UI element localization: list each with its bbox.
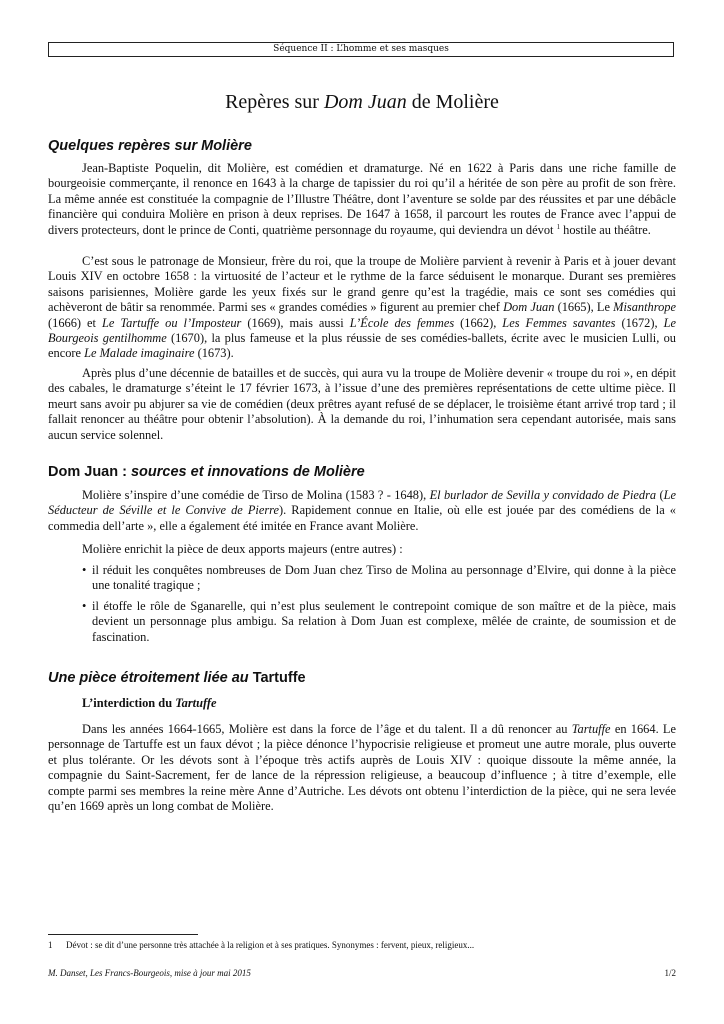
title-prefix: Repères sur <box>225 91 324 113</box>
work-title: Le Tartuffe ou l’Imposteur <box>101 315 242 330</box>
subheading-part: L’interdiction du <box>82 696 176 710</box>
heading-part-italic: Une pièce étroitement liée au <box>48 670 253 686</box>
section-heading-moliere <box>48 137 676 155</box>
paragraph-contributions-text: Molière enrichit la pièce de deux apports majeurs (entre autres) : <box>82 542 403 556</box>
work-title: Dom Juan <box>503 300 555 315</box>
sequence-header <box>48 42 674 57</box>
text-run: (1673). <box>194 346 234 361</box>
text-run: (1662), <box>454 315 503 330</box>
bullet-text: il réduit les conquêtes nombreuses de Dom Juan chez Tirso de Molina au personnage d’Elvire, qui donne à la pièce une tonalité tragique ; <box>92 563 676 593</box>
work-title: El burlador de Sevilla y convidado de Piedra <box>429 488 657 502</box>
text-run: (1665), Le <box>554 300 614 315</box>
section-heading-moliere-text: Quelques repères sur Molière <box>48 138 252 154</box>
paragraph-biography-end: hostile au théâtre. <box>560 222 651 237</box>
heading-part: Tartuffe <box>252 670 306 686</box>
footer-author: M. Danset, Les Francs-Bourgeois, mise à jour mai 2015 <box>48 968 251 978</box>
title-suffix: de Molière <box>406 91 499 113</box>
paragraph-biography <box>48 161 676 238</box>
footnote-text: Dévot : se dit d’une personne très attachée à la religion et à ses pratiques. Synonymes : fervent, pieux, religieux... <box>66 940 475 950</box>
text-run: en 1664. Le personnage de Tartuffe est un faux dévot ; la pièce dénonce l’hypocrisie religieuse et promeut une autre morale, plus ouverte et plus tolérante. Or les dévots sont à l’époque très actifs auprès de Louis XIV : quoique dissoute la même année, la compagnie du Saint-Sacrement, fer de lance de la répression religieuse, a beaucoup d’influence ; à titre d’exemple, elle compte parmi ses membres la reine mère Anne d’Autriche. Les dévots ont obtenu l’interdiction de la pièce, qui ne sera levée qu’en 1669 après un long combat de Molière. <box>48 722 677 814</box>
text-run: ( <box>656 488 664 502</box>
footnote-divider <box>48 934 198 935</box>
bullet-item-sganarelle <box>48 599 676 645</box>
heading-part: Dom Juan : <box>48 464 131 480</box>
work-title: Misanthrope <box>613 300 676 315</box>
work-title: Le Bourgeois gentilhomme <box>48 315 677 346</box>
footnote-number: 1 <box>48 940 53 950</box>
footnote-ref: 1 <box>556 222 561 231</box>
footnote <box>48 940 676 951</box>
page-title <box>48 90 676 114</box>
work-title: Le Séducteur de Séville et le Convive de Pierre <box>48 488 676 518</box>
section-heading-sources <box>48 463 676 481</box>
text-run: (1670), la plus fameuse et la plus réussie de ses comédies-ballets, écrite avec le musicien Lulli, ou encore <box>48 331 677 361</box>
paragraph-tirso <box>48 488 676 534</box>
work-title: Les Femmes savantes <box>502 315 616 330</box>
text-run: C’est sous le patronage de Monsieur, frère du roi, que la troupe de Molière parvient à revenir à Paris et à jouer devant Louis XIV en octobre 1658 : la virtuosité de l’acteur et le rythme de la farce séduisent le monarque. Durant ses premières saisons parisiennes, Molière garde les yeux fixés sur le grand genre qu’est la tragédie, mais ce sont ses comédies qui achèveront de bâtir sa renommée. Parmi ses « grandes comédies » figurent au premier chef <box>48 254 676 315</box>
paragraph-biography-text: Jean-Baptiste Poquelin, dit Molière, est comédien et dramaturge. Né en 1622 à Paris dans une riche famille de bourgeoisie commerçante, il renonce en 1643 à la charge de tapissier du roi qu’il a héritée de son père au profit de son frère. La même année est constituée la compagnie de l’Illustre Théâtre, dont l’aventure se solde par des réussites et par une débâcle financière qui conduira Molière en prison à deux reprises. De 1647 à 1658, il parcourt les routes de France avec l’appui de divers protecteurs, dont le prince de Conti, quatrième personnage du royaume, qui deviendra un dévot <box>48 161 676 237</box>
subheading-part-italic: Tartuffe <box>175 696 217 710</box>
paragraph-death-text: Après plus d’une décennie de batailles et de succès, qui aura vu la troupe de Molière devenir « troupe du roi », en dépit des cabales, le dramaturge s’éteint le 17 février 1673, à l’issue d’une des premières représentations de cette ultime pièce. Il meurt sans avoir pu abjurer sa vie de comédien (deux prêtres ayant refusé de se déplacer, le troisième étant arrivé trop tard ; il fallait renoncer au théâtre pour obtenir l’absolution). À la demande du roi, l’inhumation sera cependant autorisée, mais sans aucun service solennel. <box>48 366 676 442</box>
work-title: Le Malade imaginaire <box>84 346 195 361</box>
work-title: Tartuffe <box>571 722 611 736</box>
title-italic: Dom Juan <box>323 91 407 113</box>
work-title: L’École des femmes <box>349 315 455 330</box>
heading-part-italic: sources et innovations de Molière <box>130 464 365 480</box>
text-run: (1672), <box>615 315 664 330</box>
text-run: Molière s’inspire d’une comédie de Tirso de Molina (1583 ? - 1648), <box>82 488 430 502</box>
text-run: ). Rapidement connue en Italie, où elle est jouée par des comédiens de la « commedia dell’arte », elle a également été imitée en France avant Molière. <box>48 503 676 533</box>
text-run: Dans les années 1664-1665, Molière est dans la force de l’âge et du talent. Il a dû renoncer au <box>82 722 572 736</box>
paragraph-interdiction <box>48 722 676 814</box>
page-number: 1/2 <box>664 968 676 978</box>
section-heading-tartuffe <box>48 669 676 687</box>
paragraph-contributions <box>48 542 676 557</box>
bullet-icon: • <box>82 563 87 577</box>
bullet-item-elvire <box>48 563 676 594</box>
bullet-text: il étoffe le rôle de Sganarelle, qui n’est plus seulement le contrepoint comique de son maître et de la pièce, mais devient un personnage plus ambigu. Sa relation à Dom Juan est complexe, mêlée de crainte, de soumission et de fascination. <box>92 599 676 644</box>
paragraph-career <box>48 254 676 362</box>
sequence-header-text: Séquence II : L’homme et ses masques <box>273 44 449 54</box>
bullet-icon: • <box>82 599 87 613</box>
subheading-interdiction <box>82 696 217 711</box>
text-run: (1666) et <box>48 315 102 330</box>
text-run: (1669), mais aussi <box>241 315 350 330</box>
paragraph-death <box>48 366 676 443</box>
